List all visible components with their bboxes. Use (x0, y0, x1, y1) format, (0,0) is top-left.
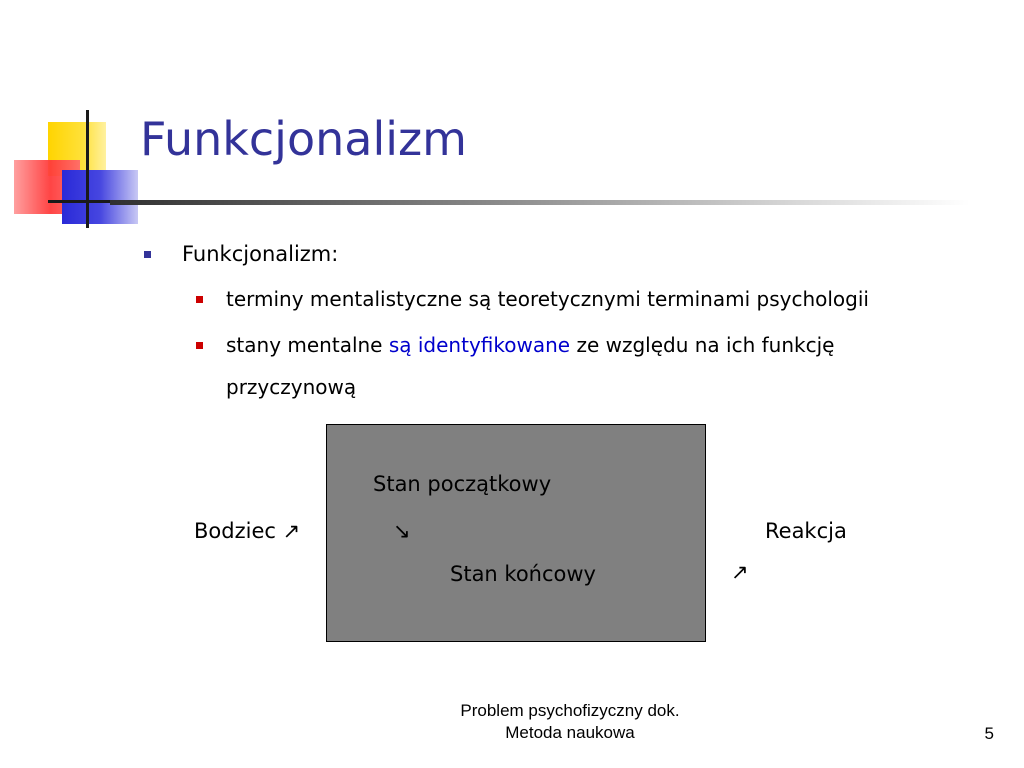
bullet-level1 (142, 236, 982, 272)
arrow-up-icon: ↗ (731, 560, 749, 584)
initial-state-label: Stan początkowy (373, 472, 552, 496)
stimulus-label: Bodziec ↗ (194, 519, 301, 543)
slide-title: Funkcjonalizm (140, 112, 467, 166)
bullet-text: ze względu na ich funkcję (570, 333, 835, 357)
arrow-down-icon: ↘ (393, 519, 411, 543)
page-number: 5 (984, 724, 994, 743)
highlighted-phrase: są identyfikowane (388, 333, 571, 357)
footer-line: Metoda naukowa (505, 723, 635, 742)
response-label: Reakcja (765, 519, 847, 543)
bullet-text: terminy mentalistyczne są teoretycznymi terminami psychologii (226, 287, 869, 311)
vertical-line-decoration (86, 110, 89, 228)
bullet-level2 (142, 278, 982, 320)
bullet-list (142, 236, 982, 408)
bullet-text: Funkcjonalizm: (182, 242, 339, 266)
bullet-square-icon (196, 296, 203, 303)
blue-square-decoration (62, 170, 138, 224)
footer (420, 700, 720, 744)
bullet-square-icon (196, 342, 203, 349)
diagram-box (326, 424, 706, 642)
bullet-text: stany mentalne (226, 333, 389, 357)
bullet-square-icon (144, 251, 151, 258)
bullet-level2 (142, 324, 982, 408)
bullet-text-continuation: przyczynową (226, 375, 357, 399)
title-underline (110, 200, 970, 205)
final-state-label: Stan końcowy (450, 562, 596, 586)
footer-line: Problem psychofizyczny dok. (460, 701, 680, 720)
